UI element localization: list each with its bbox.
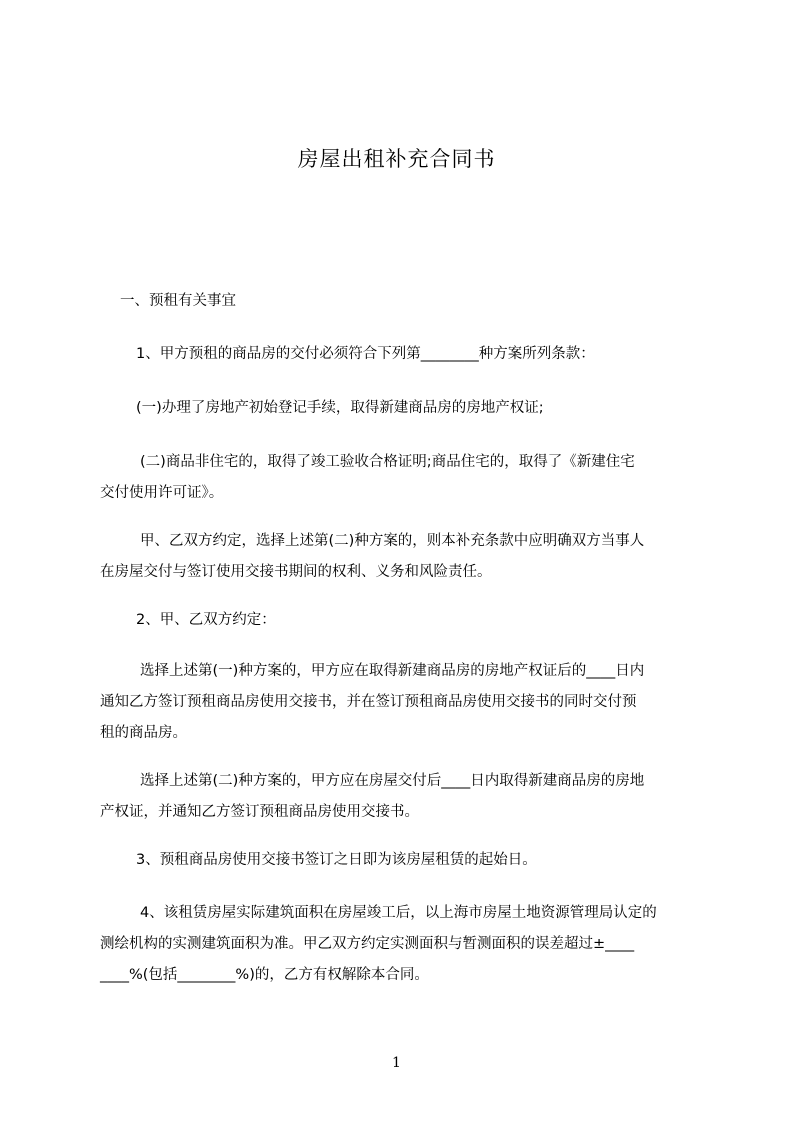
clause-2-option-two: [100, 766, 710, 828]
text-line: (二)商品非住宅的，取得了竣工验收合格证明;商品住宅的，取得了《新建住宅: [140, 454, 635, 470]
option-agreement-note: [100, 526, 710, 588]
text-line: 租的商品房。: [100, 725, 187, 741]
text-line: (一)办理了房地产初始登记手续，取得新建商品房的房地产权证;: [136, 400, 544, 416]
text-line: 3、预租商品房使用交接书签订之日即为该房屋租赁的起始日。: [136, 852, 537, 868]
document-title: 房屋出租补充合同书: [297, 147, 496, 171]
text-line: 选择上述第(二)种方案的，甲方应在房屋交付后____日内取得新建商品房的房地: [140, 773, 645, 789]
text-line: 一、预租有关事宜: [120, 293, 236, 309]
text-line: 2、甲、乙双方约定：: [136, 612, 276, 628]
text-line: 1、甲方预租的商品房的交付必须符合下列第________种方案所列条款：: [136, 346, 595, 362]
text-line: 测绘机构的实测建筑面积为准。甲乙双方约定实测面积与暂测面积的误差超过±____: [100, 936, 635, 952]
text-line: 4、该租赁房屋实际建筑面积在房屋竣工后，以上海市房屋土地资源管理局认定的: [140, 905, 657, 921]
text-line: 产权证，并通知乙方签订预租商品房使用交接书。: [100, 804, 419, 820]
option-two: [100, 447, 710, 509]
text-line: 交付使用许可证》。: [100, 485, 224, 501]
clause-2: [136, 605, 746, 636]
clause-1: [136, 339, 746, 370]
clause-3: [136, 845, 746, 876]
text-line: ____%(包括________%)的，乙方有权解除本合同。: [100, 967, 429, 983]
text-line: 通知乙方签订预租商品房使用交接书，并在签订预租商品房使用交接书的同时交付预: [100, 694, 637, 710]
text-line: 甲、乙双方约定，选择上述第(二)种方案的，则本补充条款中应明确双方当事人: [140, 533, 645, 549]
text-line: 在房屋交付与签订使用交接书期间的权利、义务和风险责任。: [100, 564, 492, 580]
page-number: 1: [392, 1055, 401, 1071]
clause-2-option-one: [100, 656, 710, 749]
option-one: [136, 393, 746, 424]
section-heading-prerental: [120, 286, 730, 317]
text-line: 选择上述第(一)种方案的，甲方应在取得新建商品房的房地产权证后的____日内: [140, 663, 645, 679]
clause-4: [100, 898, 710, 991]
